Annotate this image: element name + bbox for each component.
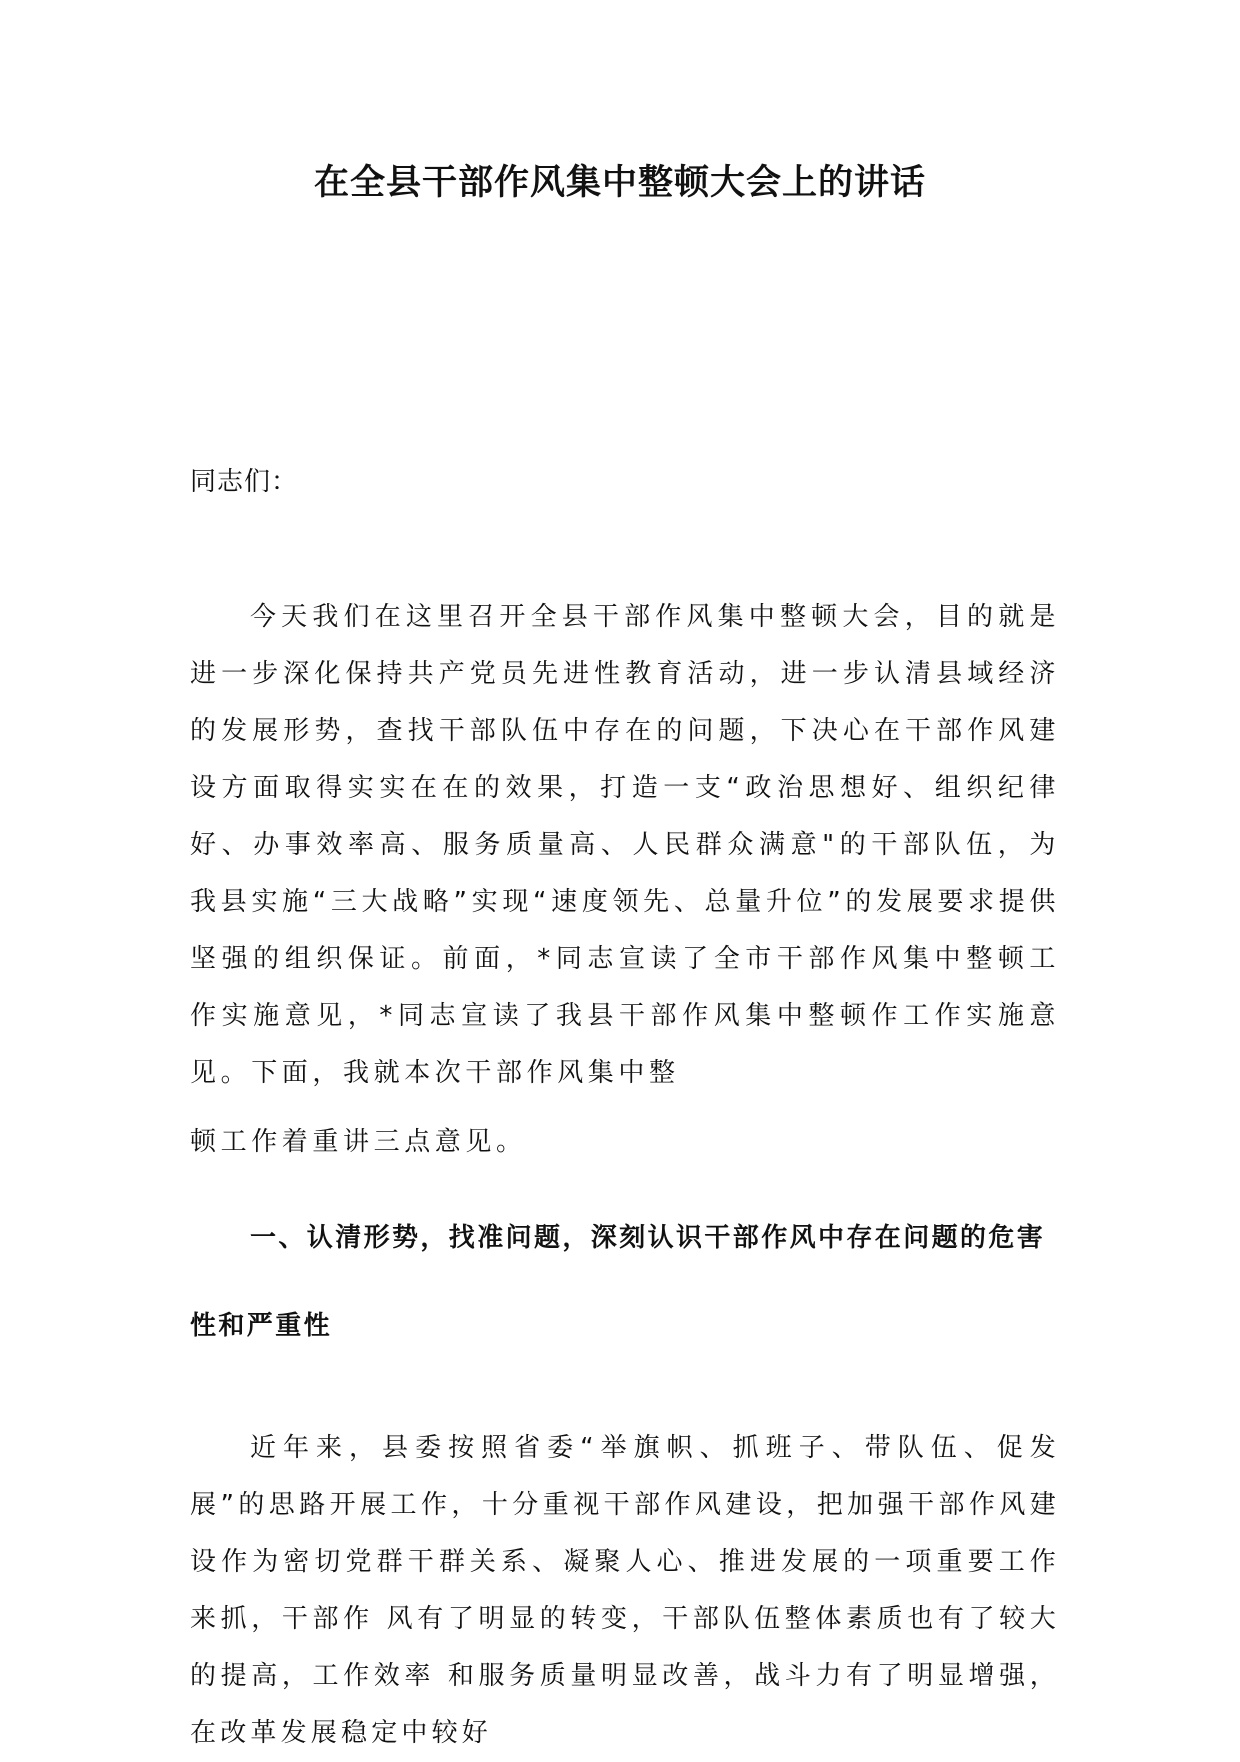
greeting: 同志们：: [190, 467, 299, 497]
opening-paragraph-body: 今天我们在这里召开全县干部作风集中整顿大会，目的就是进一步深化保持共产党员先进性教育活动，进一步认清县域经济的发展形势，查找干部队伍中存在的问题，下决心在干部作风建设方面取得实实在在的效果，打造一支“政治思想好、组织纪律好、办事效率高、服务质量高、人民群众满意"的干部队伍，为我县实施“三大战略”实现“速度领先、总量升位”的发展要求提供坚强的组织保证。前面，*同志宣读了全市干部作风集中整顿工作实施意见，*同志宣读了我县干部作风集中整顿作工作实施意见。下面，我就本次干部作风集中整: [190, 602, 1060, 1088]
opening-paragraph: [190, 589, 1060, 1171]
opening-paragraph-tail: 顿工作着重讲三点意见。: [190, 1127, 527, 1157]
document-title: 在全县干部作风集中整顿大会上的讲话: [313, 163, 926, 203]
section-heading-1: 一、认清形势，找准问题，深刻认识干部作风中存在问题的危害性和严重性: [190, 1223, 1046, 1341]
section-1-paragraph: 近年来，县委按照省委“举旗帜、抓班子、带队伍、促发展”的思路开展工作，十分重视干部作风建设，把加强干部作风建设作为密切党群干群关系、凝聚人心、推进发展的一项重要工作来抓，干部作 风有了明显的转变，干部队伍整体素质也有了较大的提高，工作效率 和服务质量明显改善，战斗力有了明显增强，在改革发展稳定中较好: [190, 1433, 1060, 1748]
